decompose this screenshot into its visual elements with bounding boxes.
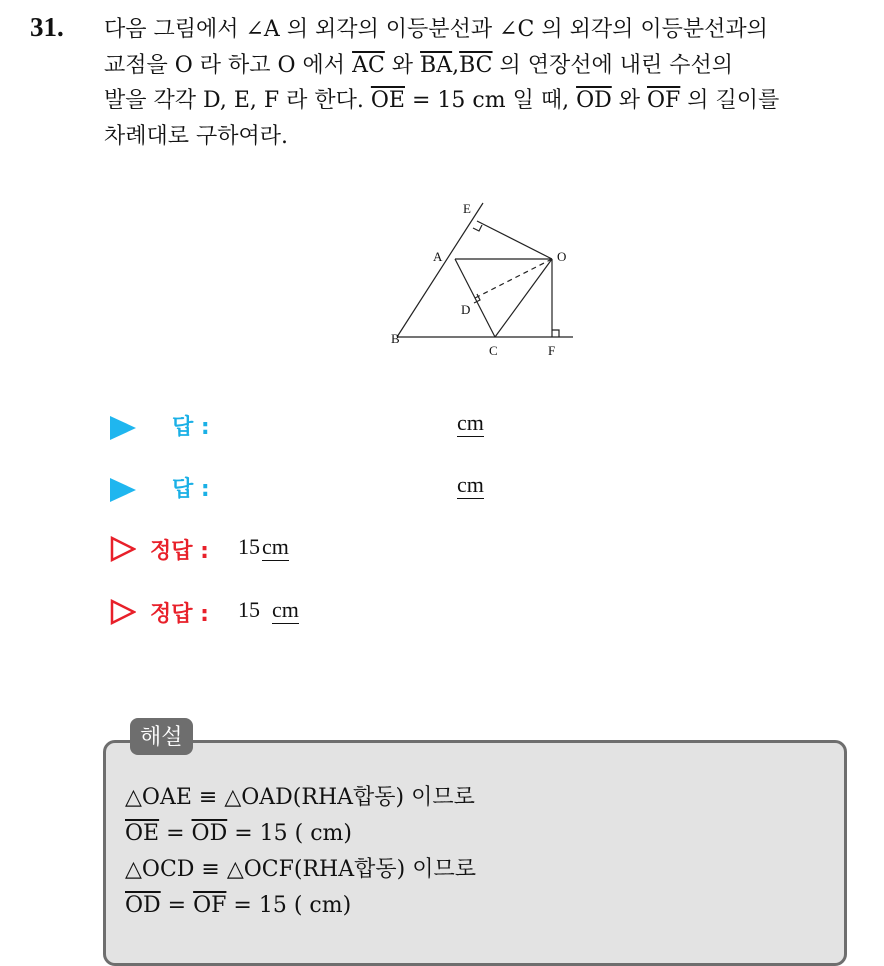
explanation-line-2: $\overline{OE} = \overline{OD} = 15$ ( cm) <box>125 821 352 846</box>
explanation-line-3: △OCD ≡ △OCF(RHA합동) 이므로 <box>125 857 476 882</box>
stem-line-2: 교점을 O 라 하고 O 에서 $\overline{AC}$ 와 $\overline{BA},\overline{BC}$ 의 연장선에 내린 수선의 <box>104 52 734 78</box>
outline-play-icon <box>110 599 136 625</box>
segment-bc: $\overline{BC}$ <box>459 52 493 78</box>
answer-unit: cm <box>457 472 484 497</box>
stem-line-4: 차례대로 구하여라. <box>104 123 289 149</box>
point-b-label: B <box>391 331 400 346</box>
question-number: 31. <box>30 12 64 42</box>
correct-unit: cm <box>272 597 299 622</box>
point-a-label: A <box>433 249 443 264</box>
play-icon <box>110 416 136 440</box>
correct-row-1 <box>110 534 330 568</box>
line-a-c <box>455 259 495 337</box>
answer-label: 답 : <box>172 477 210 502</box>
line-o-d <box>475 259 552 298</box>
point-e-label: E <box>463 201 471 216</box>
answer-row-1 <box>110 410 510 444</box>
point-d-label: D <box>461 302 471 317</box>
line-o-c <box>495 259 552 337</box>
right-angle-e <box>473 225 482 231</box>
correct-label: 정답 : <box>150 539 209 564</box>
play-icon <box>110 478 136 502</box>
answer-unit: cm <box>457 410 484 435</box>
answer-row-2 <box>110 472 510 506</box>
segment-of: $\overline{OF}$ <box>193 893 227 918</box>
explanation-content <box>125 780 476 924</box>
correct-label: 정답 : <box>150 602 209 627</box>
correct-unit: cm <box>262 534 289 559</box>
correct-value: 15 <box>238 597 260 622</box>
segment-od: $\overline{OD}$ <box>125 893 161 918</box>
right-angle-f <box>552 330 559 337</box>
stem-line-3: 발을 각각 D, E, F 라 한다. $\overline{OE} = 15$ cm 일 때, $\overline{OD}$ 와 $\overline{OF}$ 의 길이를 <box>104 88 780 114</box>
segment-of: $\overline{OF}$ <box>647 88 681 114</box>
segment-od: $\overline{OD}$ <box>191 821 228 846</box>
segment-od: $\overline{OD}$ <box>576 88 612 114</box>
explanation-title: 해설 <box>130 718 193 755</box>
correct-value: 15 <box>238 534 260 559</box>
point-f-label: F <box>548 343 556 358</box>
geometry-figure <box>385 195 585 365</box>
explanation-line-1: △OAE ≡ △OAD(RHA합동) 이므로 <box>125 785 475 810</box>
segment-oe: $\overline{OE}$ <box>370 88 405 114</box>
line-e-o <box>477 221 552 259</box>
segment-ac: $\overline{AC}$ <box>352 52 385 78</box>
correct-row-2 <box>110 597 330 631</box>
outline-play-icon <box>110 536 136 562</box>
stem-line-1: 다음 그림에서 ∠A 의 외각의 이등분선과 ∠C 의 외각의 이등분선과의 <box>104 17 768 42</box>
question-stem <box>104 12 874 155</box>
segment-ba: $\overline{BA}$ <box>420 52 453 78</box>
explanation-line-4: $\overline{OD} = \overline{OF} = 15$ ( cm) <box>125 893 352 918</box>
segment-oe: $\overline{OE}$ <box>125 821 160 846</box>
point-o-label: O <box>557 249 567 264</box>
point-c-label: C <box>489 343 498 358</box>
answer-label: 답 : <box>172 415 210 440</box>
